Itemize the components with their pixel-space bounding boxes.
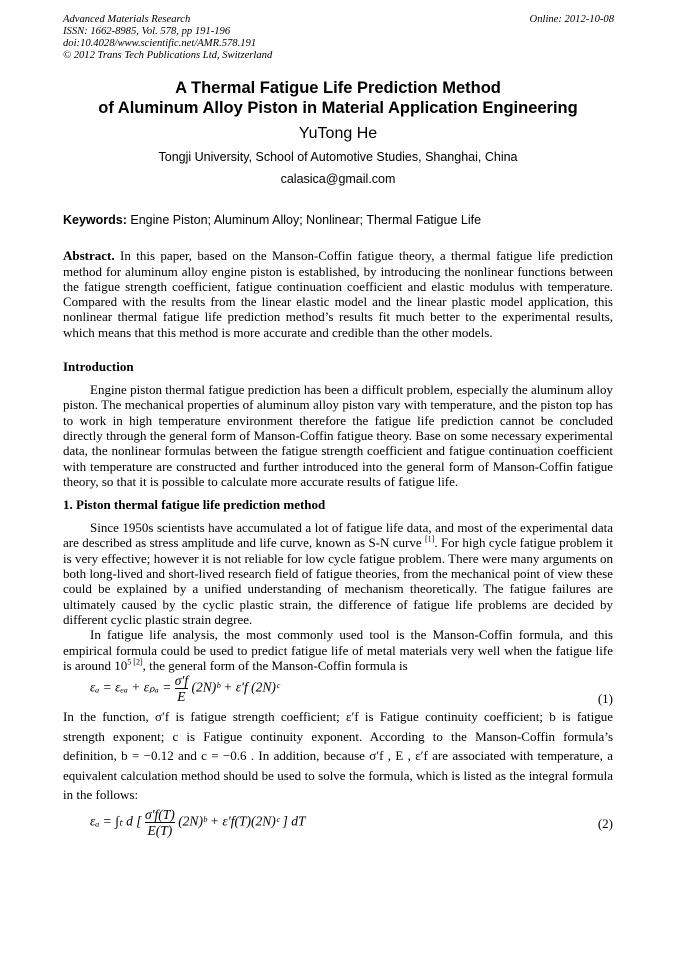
section-heading: 1. Piston thermal fatigue life prediction method (63, 497, 326, 513)
citation: [1] (425, 535, 435, 545)
equation-number: (1) (597, 691, 613, 707)
eq-text: (2N)ᵇ + ε′f(T)(2N)ᶜ ] dT (178, 813, 306, 829)
affiliation: Tongji University, School of Automotive Studies, Shanghai, China (158, 150, 518, 164)
journal-name: Advanced Materials Research (63, 14, 191, 25)
denominator: E (177, 689, 186, 705)
paragraph (63, 627, 613, 673)
online-date: Online: 2012-10-08 (529, 14, 614, 25)
denominator: E(T) (147, 822, 173, 838)
abstract (63, 248, 613, 340)
email: calasica@gmail.com (280, 172, 396, 186)
text: In fatigue life analysis, the most commonly used tool is the Manson-Coffin formula, and this empirical formula could be used to predict fatigue life of metal materials very well when the fatigue life is around 10 (63, 627, 613, 673)
title-line: of Aluminum Alloy Piston in Material Application Engineering (98, 99, 578, 117)
title-line: A Thermal Fatigue Life Prediction Method (175, 79, 501, 97)
abstract-text: In this paper, based on the Manson-Coffin fatigue theory, a thermal fatigue life prediction method for aluminum alloy engine piston is established, by introducing the nonlinear functions between the fatigue strength coefficient, fatigue continuation coefficient and elastic modulus with temperature. Compared with the results from the linear elastic model and the linear plastic model application, this nonlinear thermal fatigue life prediction method’s results fit much better to the experimental results, which means that this method is more accurate and credible than the other models. (63, 248, 613, 340)
eq-text: εₐ = εₑₐ + εₚₐ = (90, 679, 172, 695)
equation-2 (90, 807, 306, 838)
paragraph (63, 520, 613, 627)
intro-paragraph: Engine piston thermal fatigue prediction has been a difficult problem, especially the aluminum alloy piston. The mechanical properties of aluminum alloy piston vary with temperature, and the piston top has to work in high temperature environment therefore the fatigue life prediction cannot be concluded directly through the general form of Manson-Coffin fatigue theory. Base on some necessary experimental data, the nonlinear formulas between the fatigue strength coefficient and fatigue continuation coefficient with temperature are constructed and further introduced into the general form of Manson-Coffin fatigue theory, so that it is possible to calculate more accurate results of fatigue life. (63, 382, 613, 489)
fraction (145, 807, 175, 838)
copyright: © 2012 Trans Tech Publications Ltd, Switzerland (63, 50, 273, 61)
eq-text: (2N)ᵇ + ε′f (2N)ᶜ (191, 679, 280, 695)
keywords-text: Engine Piston; Aluminum Alloy; Nonlinear; Thermal Fatigue Life (126, 213, 482, 227)
keywords (63, 213, 613, 228)
equation-number: (2) (597, 815, 613, 831)
text: Since 1950s scientists have accumulated a lot of fatigue life data, and most of the experimental data are described as stress amplitude and life curve, known as S-N curve (63, 520, 613, 551)
text: . For high cycle fatigue problem it is very effective; however it is not reliable for low cycle fatigue problem. There were many arguments on both long-lived and short-lived research field of fatigue theories, from the mechanical point of view these could be explained by a unified understanding of mechanism theoretically. The fatigue failures are ultimately caused by the cyclic plastic strain, the difference of fatigue life problems are decided by different cyclic plastic strain degree. (63, 535, 613, 627)
issn: ISSN: 1662-8985, Vol. 578, pp 191-196 (63, 26, 231, 37)
abstract-label: Abstract. (63, 248, 115, 264)
section-heading: Introduction (63, 359, 134, 375)
text: , the general form of the Manson-Coffin formula is (142, 657, 408, 673)
author: YuTong He (298, 125, 378, 142)
doi: doi:10.4028/www.scientific.net/AMR.578.191 (63, 38, 257, 49)
paragraph: In the function, σ′f is fatigue strength coefficient; ε′f is Fatigue continuity coefficient; b is fatigue strength exponent; c is Fatigue continuity exponent. According to the Manson-Coffin formula’s definition, b = −0.12 and c = −0.6 . In addition, because σ′f , E , ε′f are associated with temperature, a equivalent calculation method should be used to solve the formula, which is listed as the integral formula in the follows: (63, 709, 613, 803)
equation-2-row (63, 807, 613, 841)
paper-title (63, 78, 613, 118)
equation-1-row (63, 673, 613, 707)
eq-text: εₐ = ∫ₜ d [ (90, 813, 142, 829)
fraction (175, 673, 188, 704)
numerator: σ′f (174, 673, 189, 689)
equation-1 (90, 673, 279, 704)
superscript: 5 [2] (127, 657, 143, 667)
keywords-label: Keywords: (63, 213, 127, 227)
numerator: σ′f(T) (144, 806, 175, 822)
